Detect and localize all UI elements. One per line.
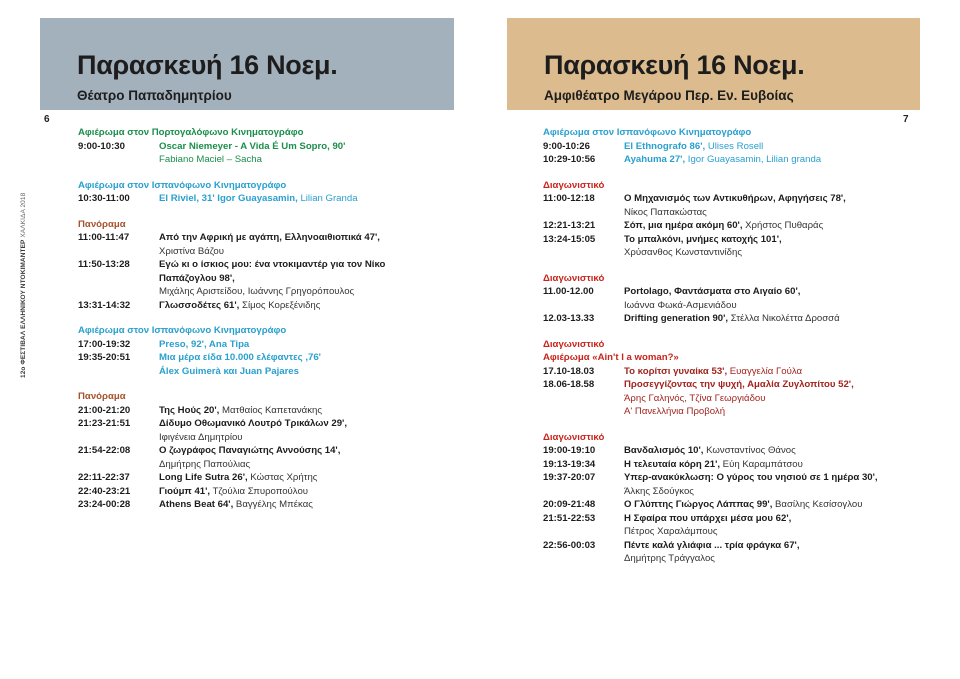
schedule-entry [543,285,923,312]
section-label: Αφιέρωμα στον Ισπανόφωνο Κινηματογράφο [78,179,287,191]
entry-text [159,444,458,471]
film-credit: Μιχάλης Αριστείδου, Ιωάννης Γρηγορόπουλος [159,286,355,297]
entry-main-line [624,312,923,326]
entry-text [159,140,458,167]
entry-text [624,365,923,379]
section-label: Διαγωνιστικό [543,431,605,443]
entry-time: 21:51-22:53 [543,512,596,524]
right-page-number: 7 [903,114,909,125]
film-title: Μια μέρα είδα 10.000 ελέφαντες ,76' [159,352,321,363]
schedule-section [543,126,923,167]
film-director: Ulises Rosell [705,140,764,152]
film-title: Portolago, Φαντάσματα στο Αιγαίο 60', [624,286,801,297]
film-credit: Ιωάννα Φωκά-Ασμενιάδου [624,299,737,311]
film-title: Drifting generation 90', [624,313,729,324]
entry-text [159,338,458,352]
entry-time: 11:50-13:28 [78,259,130,270]
entry-main-line [624,539,923,553]
film-title: Το κορίτσι γυναίκα 53', [624,365,728,377]
entry-text [624,512,923,539]
film-director: Ματθαίος Καπετανάκης [219,404,322,416]
entry-text [624,498,923,512]
right-page [480,0,960,679]
entry-main-line [624,378,923,392]
entry-time: 19:00-19:10 [543,445,596,456]
schedule-entry [78,258,458,299]
entry-main-line [159,471,458,485]
entry-text [159,485,458,499]
schedule-entry [78,485,458,499]
entry-text [624,539,923,566]
film-title: El Riviel, 31' Igor Guayasamin, [159,193,298,204]
entry-text [624,153,923,167]
entry-time: 17:00-19:32 [78,338,131,350]
entry-main-line [159,485,458,499]
film-title: Σόπ, μια ημέρα ακόμη 60', [624,220,743,231]
schedule-entry [543,539,923,566]
film-credit: Α' Πανελλήνια Προβολή [624,406,726,417]
film-title: Γιούμπ 41', [159,485,211,497]
entry-main-line [624,140,923,154]
schedule-entry [543,365,923,379]
section-label: Πανόραμα [78,391,126,402]
schedule-section [78,126,458,167]
entry-time: 13:31-14:32 [78,299,131,311]
schedule-entry [543,458,923,472]
film-title: Το μπαλκόνι, μνήμες κατοχής 101', [624,233,782,245]
entry-text [159,351,458,378]
schedule-entry [78,140,458,167]
entry-text [624,140,923,154]
schedule-entry [543,512,923,539]
entry-main-line [159,404,458,418]
entry-time: 11:00-11:47 [78,232,130,243]
film-title: Ayahuma 27', [624,154,686,165]
entry-main-line [624,444,923,458]
entry-main-line [624,219,923,233]
film-director: Igor Guayasamin, Lilian granda [685,154,822,165]
entry-text [624,458,923,472]
schedule-entry [543,471,923,498]
film-title: Της Ηούς 20', [159,404,220,416]
entry-main-line [159,140,458,154]
film-director: Κωνσταντίνος Θάνος [703,445,796,456]
film-title: Oscar Niemeyer - A Vida É Um Sopro, 90' [159,140,346,152]
entry-main-line [624,285,923,299]
entry-time: 23:24-00:28 [78,499,131,510]
entry-main-line [624,498,923,512]
film-title: Long Life Sutra 26', [159,472,248,483]
section-label: Διαγωνιστικό [543,179,605,191]
entry-main-line [624,471,923,485]
left-header-title: Παρασκευή 16 Νοεμ. [77,50,338,80]
film-credit: Χριστίνα Βάζου [159,245,224,257]
entry-text [624,219,923,233]
film-credit: Ιφιγένεια Δημητρίου [159,431,243,443]
section-label: Αφιέρωμα στον Πορτογαλόφωνο Κινηματογράφο [78,127,304,138]
schedule-entry [543,192,923,219]
schedule-entry [78,231,458,258]
entry-text [159,231,458,258]
film-title: Εγώ κι ο ίσκιος μου: ένα ντοκιμαντέρ για τον Νίκο [159,259,386,270]
schedule-section [78,179,458,206]
entry-main-line [159,338,458,352]
film-title: El Ethnografo 86', [624,140,706,152]
entry-time: 10:29-10:56 [543,154,596,165]
film-title: Γλωσσοδέτες 61', [159,299,240,311]
entry-main-line [624,233,923,247]
film-title: Βανδαλισμός 10', [624,445,704,456]
section-label: Αφιέρωμα «Ain't I a woman?» [543,352,679,363]
schedule-section [543,338,923,419]
entry-time: 12.03-13.33 [543,313,595,324]
entry-main-line [624,153,923,167]
film-title-continued: Álex Guimerà και Juan Pajares [159,365,299,377]
film-director: Εύη Καραμπάτσου [720,458,803,470]
film-credit: Άρης Γαληνός, Τζίνα Γεωργιάδου [624,392,766,404]
entry-time: 19:37-20:07 [543,472,596,483]
entry-time: 12:21-13:21 [543,220,596,231]
film-title: Από την Αφρική με αγάπη, Ελληνοαιθιοπικά 47', [159,232,380,243]
entry-text [159,417,458,444]
entry-main-line [624,192,923,206]
film-director: Lilian Granda [297,193,358,204]
entry-main-line [624,458,923,472]
entry-time: 21:54-22:08 [78,445,131,456]
schedule-entry [543,378,923,419]
schedule-entry [543,153,923,167]
entry-text [159,299,458,313]
entry-main-line [159,231,458,245]
left-schedule [78,126,458,524]
schedule-entry [78,351,458,378]
entry-time: 9:00-10:30 [78,140,125,152]
entry-text [159,192,458,206]
film-title-continued: Παπάζογλου 98', [159,272,235,284]
entry-main-line [159,351,458,365]
schedule-section [543,272,923,326]
entry-text [159,404,458,418]
schedule-section [543,431,923,566]
entry-time: 22:56-00:03 [543,539,596,551]
right-header-venue: Αμφιθέατρο Μεγάρου Περ. Εν. Ευβοίας [544,88,794,103]
film-director: Κώστας Χρήτης [247,472,318,483]
schedule-entry [78,417,458,444]
entry-main-line [159,258,458,272]
section-label: Πανόραμα [78,218,126,230]
schedule-entry [78,299,458,313]
entry-text [159,258,458,299]
schedule-entry [78,404,458,418]
entry-time: 13:24-15:05 [543,233,596,245]
film-title: Athens Beat 64', [159,499,234,510]
film-director: Στέλλα Νικολέττα Δροσσά [728,313,840,324]
entry-time: 19:35-20:51 [78,352,131,363]
side-note-bold: 12ο ΦΕΣΤΙΒΑΛ ΕΛΛΗΝΙΚΟΥ ΝΤΟΚΙΜΑΝΤΕΡ [20,239,27,378]
film-title: Η τελευταία κόρη 21', [624,458,721,470]
film-credit: Άλκης Σδούγκος [624,485,694,497]
schedule-entry [78,498,458,512]
schedule-entry [78,338,458,352]
entry-text [624,285,923,312]
film-director: Τζούλια Σπυροπούλου [210,485,309,497]
film-director: Σίμος Κορεξένιδης [239,299,321,311]
entry-text [624,192,923,219]
film-director: Χρήστος Πυθαράς [742,220,824,231]
film-title: Πέντε καλά γλιάφια ... τρία φράγκα 67', [624,539,800,551]
entry-main-line [159,192,458,206]
film-title: Υπερ-ανακύκλωση: Ο γύρος του νησιού σε 1 ημέρα 30', [624,472,878,483]
right-header-title: Παρασκευή 16 Νοεμ. [544,50,805,80]
entry-text [159,498,458,512]
entry-time: 19:13-19:34 [543,458,596,470]
schedule-section [78,218,458,313]
schedule-entry [543,219,923,233]
entry-text [624,471,923,498]
right-header-box [507,18,920,110]
film-director: Βασίλης Κεσίσογλου [772,499,863,510]
schedule-entry [78,444,458,471]
film-credit: Πέτρος Χαραλάμπους [624,526,718,537]
left-header-venue: Θέατρο Παπαδημητρίου [77,88,232,103]
entry-time: 11:00-12:18 [543,193,595,204]
festival-side-note [20,138,27,378]
entry-time: 21:23-21:51 [78,418,131,429]
entry-main-line [159,498,458,512]
film-title: Η Σφαίρα που υπάρχει μέσα μου 62', [624,512,792,524]
entry-time: 9:00-10:26 [543,140,590,152]
entry-time: 22:11-22:37 [78,472,130,483]
left-page-number: 6 [44,114,50,125]
schedule-section [543,179,923,260]
film-credit: Δημήτρης Τράγγαλος [624,553,715,564]
entry-main-line [159,299,458,313]
film-title: Ο Γλύπτης Γιώργος Λάππας 99', [624,499,773,510]
entry-text [159,471,458,485]
entry-text [624,444,923,458]
schedule-entry [78,192,458,206]
schedule-entry [543,312,923,326]
entry-time: 11.00-12.00 [543,286,594,297]
schedule-entry [543,498,923,512]
schedule-entry [78,471,458,485]
side-note-light: ΧΑΛΚΙΔΑ 2018 [20,192,27,238]
entry-main-line [159,417,458,431]
schedule-section [78,390,458,512]
film-title: Ο ζωγράφος Παναγιώτης Αννούσης 14', [159,445,341,456]
entry-main-line [624,512,923,526]
schedule-entry [543,140,923,154]
right-schedule [543,126,923,578]
section-label: Διαγωνιστικό [543,272,605,284]
section-label: Διαγωνιστικό [543,338,605,350]
section-label: Αφιέρωμα στον Ισπανόφωνο Κινηματογράφο [543,127,752,138]
entry-time: 18.06-18.58 [543,379,595,390]
schedule-section [78,324,458,378]
left-header-box [40,18,454,110]
entry-text [624,233,923,260]
entry-time: 10:30-11:00 [78,193,130,204]
schedule-entry [543,233,923,260]
section-label: Αφιέρωμα στον Ισπανόφωνο Κινηματογράφο [78,325,287,336]
entry-text [624,378,923,419]
entry-time: 21:00-21:20 [78,404,131,416]
film-director: Βαγγέλης Μπέκας [233,499,313,510]
entry-time: 22:40-23:21 [78,485,131,497]
entry-main-line [624,365,923,379]
entry-time: 20:09-21:48 [543,499,596,510]
film-credit: Νίκος Παπακώστας [624,206,707,218]
film-credit: Χρύσανθος Κωνσταντινίδης [624,247,742,258]
entry-text [624,312,923,326]
entry-time: 17.10-18.03 [543,365,595,377]
film-title: Δίδυμο Οθωμανικό Λουτρό Τρικάλων 29', [159,418,347,429]
film-title: Προσεγγίζοντας την ψυχή, Αμαλία Ζυγλοπίτου 52', [624,379,854,390]
film-director: Ευαγγελία Γούλα [727,365,803,377]
entry-main-line [159,444,458,458]
film-credit: Fabiano Maciel – Sacha [159,154,262,165]
film-title: Preso, 92', Ana Tipa [159,338,250,350]
film-credit: Δημήτρης Παπούλιας [159,458,251,470]
film-title: Ο Μηχανισμός των Αντικυθήρων, Αφηγήσεις 78', [624,193,846,204]
schedule-entry [543,444,923,458]
